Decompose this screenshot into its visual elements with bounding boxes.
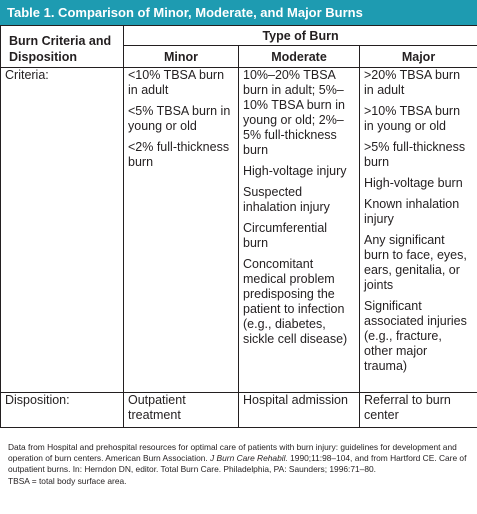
list-item: Any significant burn to face, eyes, ears, genitalia, or joints [364, 233, 467, 292]
disposition-label: Disposition: [1, 393, 124, 428]
criteria-label: Criteria: [1, 68, 124, 393]
burns-table [0, 25, 477, 428]
list-item: Circumferential burn [243, 221, 328, 250]
list-item: >20% TBSA burn in adult [364, 68, 461, 97]
major-header: Major [360, 46, 477, 68]
minor-disposition-cell: Outpatient treatment [124, 393, 239, 428]
source-text-continued: 1990;11:98–104, and from Hartford CE. Care of outpatient burns. In: Herndon DN, editor. Total Burn Care. Philadelphia, PA: Saunders; 1996:71–80. [8, 453, 467, 475]
table-row [1, 68, 477, 393]
criteria-column-header: Burn Criteria and Disposition [1, 26, 124, 68]
minor-header: Minor [124, 46, 239, 68]
list-item: >10% TBSA burn in young or old [364, 104, 461, 133]
footnote [8, 442, 470, 487]
list-item: High-voltage burn [364, 176, 463, 190]
list-item: <5% TBSA burn in young or old [128, 104, 231, 133]
journal-name: J Burn Care Rehabil. [210, 453, 288, 464]
list-item: High-voltage injury [243, 164, 347, 178]
major-criteria-cell [360, 68, 477, 393]
list-item: <10% TBSA burn in adult [128, 68, 225, 97]
list-item: Significant associated injuries (e.g., fracture, other major trauma) [364, 299, 467, 373]
list-item: Known inhalation injury [364, 197, 460, 226]
source-text: Data from Hospital and prehospital resources for optimal care of patients with burn injury: guidelines for development and operation of burn centers. American Burn Association. [8, 442, 457, 464]
moderate-header: Moderate [239, 46, 360, 68]
header-row-1 [1, 26, 477, 46]
source-note [8, 442, 470, 476]
abbreviation-note: TBSA = total body surface area. [8, 475, 127, 486]
minor-criteria-cell [124, 68, 239, 393]
table-row [1, 393, 477, 428]
major-disposition-cell: Referral to burn center [360, 393, 477, 428]
moderate-disposition-cell: Hospital admission [239, 393, 360, 428]
list-item: 10%–20% TBSA burn in adult; 5%–10% TBSA burn in young or old; 2%–5% full-thickness burn [243, 68, 345, 157]
list-item: <2% full-thickness burn [128, 140, 230, 169]
type-of-burn-header: Type of Burn [124, 26, 477, 46]
table-title: Table 1. Comparison of Minor, Moderate, and Major Burns [0, 0, 477, 25]
list-item: Suspected inhalation injury [243, 185, 330, 214]
moderate-criteria-cell [239, 68, 360, 393]
list-item: >5% full-thickness burn [364, 140, 466, 169]
list-item: Concomitant medical problem predisposing the patient to infection (e.g., diabetes, sickle cell disease) [243, 257, 348, 346]
